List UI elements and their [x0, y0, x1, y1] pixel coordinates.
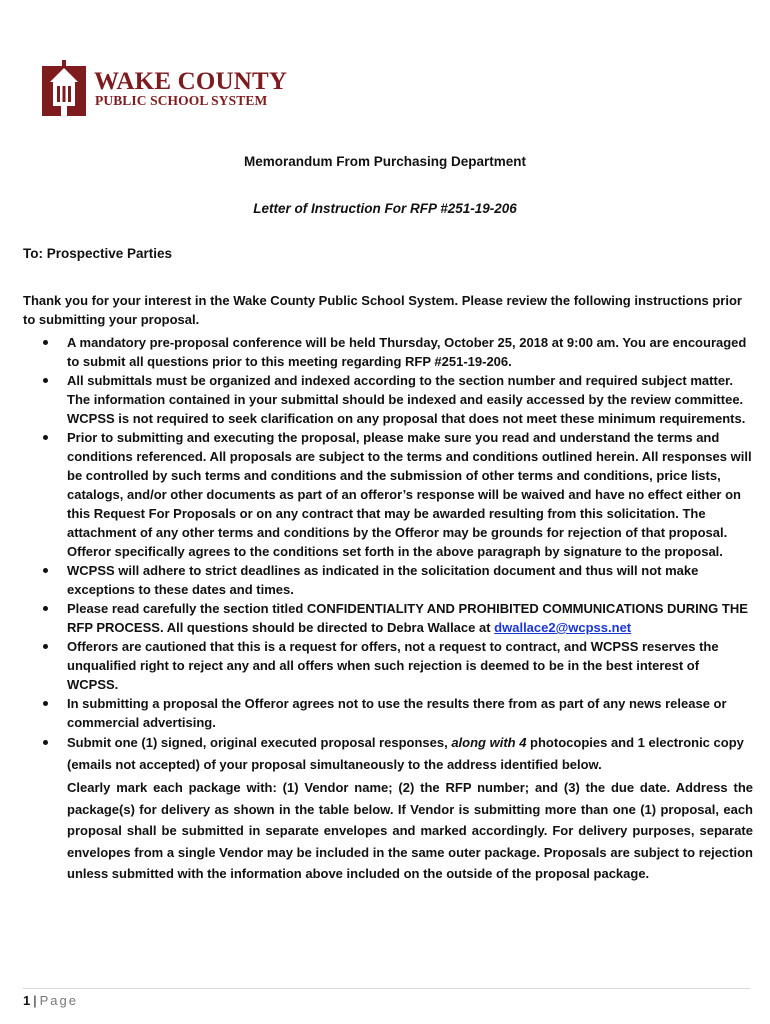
bullet-icon	[43, 644, 48, 649]
list-item-contact: Please read carefully the section titled CONFIDENTIALITY AND PROHIBITED COMMUNICATIONS DURING THE RFP PROCESS. All questions should be directed to Debra Wallace at dwallace2@wcpss.net	[23, 599, 753, 637]
bullet-icon	[43, 378, 48, 383]
list-item: WCPSS will adhere to strict deadlines as indicated in the solicitation document and thus will not make exceptions to these dates and times.	[23, 561, 753, 599]
footer-separator: |	[33, 993, 37, 1008]
logo-subtitle: PUBLIC SCHOOL SYSTEM	[95, 93, 268, 108]
page-footer	[23, 993, 78, 1008]
bullet-icon	[43, 701, 48, 706]
wcpss-logo	[40, 56, 290, 116]
page-label: Page	[39, 993, 78, 1008]
footer-divider	[23, 988, 750, 989]
bullet-icon	[43, 740, 48, 745]
rfp-title: Letter of Instruction For RFP #251-19-206	[253, 201, 517, 216]
package-instructions: Clearly mark each package with: (1) Vendor name; (2) the RFP number; and (3) the due date. Address the package(s) for delivery as shown in the table below. If Vendor is submitting more than one (1) proposal, each proposal shall be submitted in separate envelopes and marked accordingly. For delivery purposes, separate envelopes from a single Vendor may be included in the same outer package. Proposals are subject to rejection unless submitted with the information above included on the outside of the proposal package.	[67, 780, 753, 881]
schoolhouse-logo-icon	[40, 60, 88, 116]
bullet-icon	[43, 606, 48, 611]
list-item: All submittals must be organized and indexed according to the section number and required subject matter. The information contained in your submittal should be indexed and easily accessed by the review committee. WCPSS is not required to seek clarification on any proposal that does not meet these minimum requirements.	[23, 371, 753, 428]
list-item: Prior to submitting and executing the proposal, please make sure you read and understand the terms and conditions referenced. All proposals are subject to the terms and conditions outlined herein. All responses will be controlled by such terms and conditions and the submission of other terms and conditions, price lists, catalogs, and/or other documents as part of an offeror’s response will be waived and have no effect either on this Request For Proposals or on any contract that may be awarded resulting from this solicitation. The attachment of any other terms and conditions by the Offeror may be grounds for rejection of that proposal. Offeror specifically agrees to the conditions set forth in the above paragraph by signature to the proposal.	[23, 428, 753, 561]
page-number: 1	[23, 993, 31, 1008]
list-item: In submitting a proposal the Offeror agrees not to use the results there from as part of any news release or commercial advertising.	[23, 694, 753, 732]
intro-paragraph: Thank you for your interest in the Wake County Public School System. Please review the following instructions prior to submitting your proposal.	[23, 293, 742, 327]
bullet-icon	[43, 340, 48, 345]
bullet-icon	[43, 435, 48, 440]
list-item: Offerors are cautioned that this is a request for offers, not a request to contract, and WCPSS reserves the unqualified right to reject any and all offers when such rejection is deemed to be in the best interest of WCPSS.	[23, 637, 753, 694]
email-link[interactable]: dwallace2@wcpss.net	[494, 620, 632, 635]
memo-heading: Memorandum From Purchasing Department	[243, 154, 527, 169]
bullet-icon	[43, 568, 48, 573]
logo-title: WAKE COUNTY	[94, 68, 288, 95]
list-item: A mandatory pre-proposal conference will be held Thursday, October 25, 2018 at 9:00 am. You are encouraged to submit all questions prior to this meeting regarding RFP #251-19-206.	[23, 333, 753, 371]
recipient-line: To: Prospective Parties	[23, 246, 173, 261]
list-item-submission: Submit one (1) signed, original executed proposal responses, along with 4 photocopies and 1 electronic copy (emails not accepted) of your proposal simultaneously to the address identified below. Clearly mark each package with: (1) Vendor name; (2) the RFP number; and (3) the due date. Address the package(s) for delivery as shown in the table below. If Vendor is submitting more than one (1) proposal, each proposal shall be submitted in separate envelopes and marked accordingly. For delivery purposes, separate envelopes from a single Vendor may be included in the same outer package. Proposals are subject to rejection unless submitted with the information above included on the outside of the proposal package.	[23, 732, 753, 885]
instruction-list	[23, 333, 753, 885]
